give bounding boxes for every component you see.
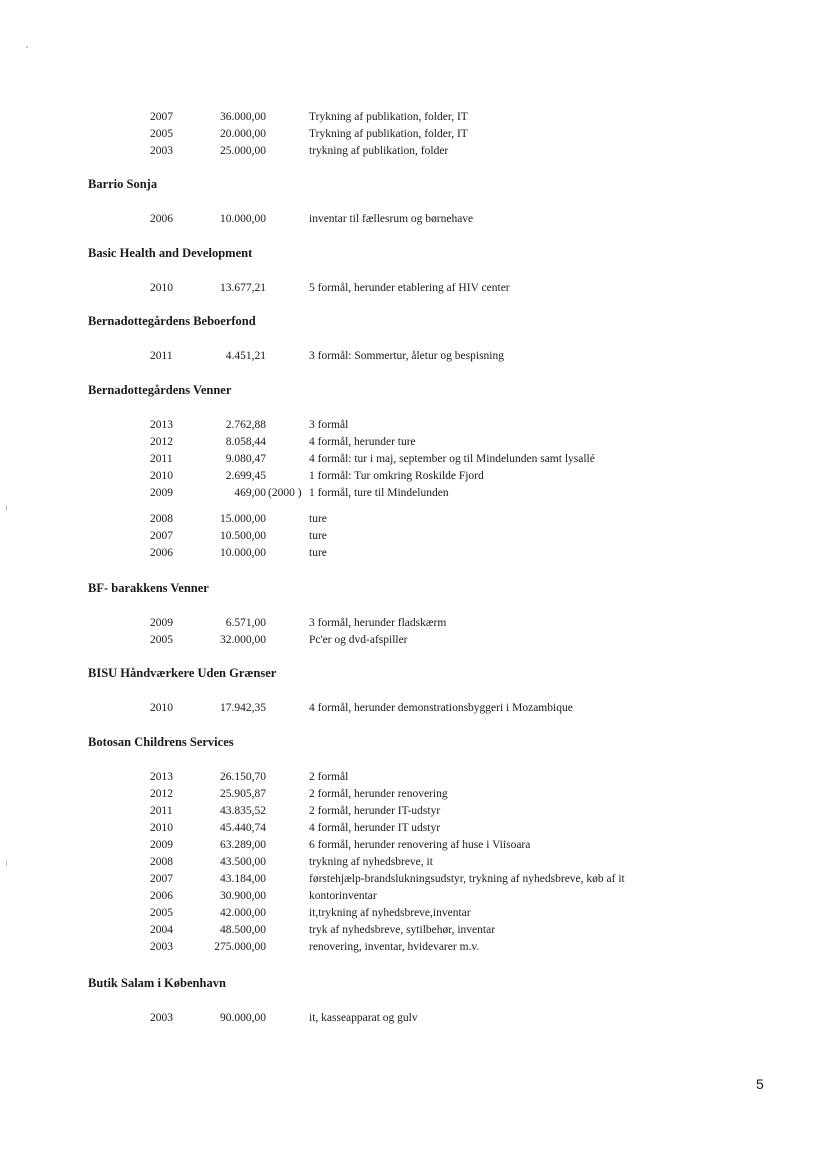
grant-amount: 10.000,00: [220, 213, 266, 225]
org-title: Bernadottegårdens Venner: [88, 383, 232, 397]
grant-description: 5 formål, herunder etablering af HIV center: [309, 282, 510, 294]
grant-description: trykning af publikation, folder: [309, 145, 449, 157]
org-entries: [0, 700, 825, 717]
grant-row: [0, 803, 825, 820]
grant-row: [0, 632, 825, 649]
grant-row: [0, 939, 825, 956]
grant-description: 2 formål, herunder renovering: [309, 788, 448, 800]
grant-description: førstehjælp-brandslukningsudstyr, trykning af nyhedsbreve, køb af it: [309, 873, 625, 885]
page-number: 5: [756, 1076, 764, 1092]
continued-entries: [0, 109, 825, 160]
grant-description: Pc'er og dvd-afspiller: [309, 634, 408, 646]
grant-amount: 275.000,00: [214, 941, 266, 953]
grant-year: 2010: [150, 822, 173, 834]
grant-row: [0, 143, 825, 160]
grant-row: [0, 700, 825, 717]
grant-year: 2008: [150, 513, 173, 525]
grant-amount: 2.762,88: [225, 419, 266, 431]
grant-description: it,trykning af nyhedsbreve,inventar: [309, 907, 471, 919]
org-entries: [0, 211, 825, 228]
grant-row: [0, 468, 825, 485]
grant-row: [0, 922, 825, 939]
org-entries: [0, 280, 825, 297]
grant-description: trykning af nyhedsbreve, it: [309, 856, 433, 868]
grant-year: 2012: [150, 788, 173, 800]
grant-description: 3 formål: [309, 419, 349, 431]
grant-amount-note: (2000 ): [268, 487, 302, 499]
org-title: Butik Salam i København: [88, 976, 226, 990]
grant-amount: 25.905,87: [220, 788, 266, 800]
grant-row: [0, 905, 825, 922]
grant-year: 2011: [150, 350, 173, 362]
org-title: Barrio Sonja: [88, 177, 158, 191]
grant-amount: 45.440,74: [220, 822, 266, 834]
grant-amount: 6.571,00: [225, 617, 266, 629]
grant-row: [0, 451, 825, 468]
grant-amount: 4.451,21: [225, 350, 266, 362]
grant-description: ture: [309, 513, 327, 525]
grant-amount: 17.942,35: [220, 702, 266, 714]
grant-amount: 9.080,47: [225, 453, 266, 465]
grant-amount: 25.000,00: [220, 145, 266, 157]
grant-amount: 30.900,00: [220, 890, 266, 902]
grant-description: 2 formål: [309, 771, 349, 783]
org-title: BISU Håndværkere Uden Grænser: [88, 666, 277, 680]
grant-year: 2007: [150, 873, 173, 885]
grant-description: 2 formål, herunder IT-udstyr: [309, 805, 441, 817]
grant-amount: 42.000,00: [220, 907, 266, 919]
grant-row: [0, 434, 825, 451]
grant-amount: 48.500,00: [220, 924, 266, 936]
grant-year: 2006: [150, 547, 173, 559]
grant-row: [0, 786, 825, 803]
grant-amount: 10.000,00: [220, 547, 266, 559]
grant-year: 2007: [150, 530, 173, 542]
grant-row: [0, 485, 825, 511]
grant-year: 2003: [150, 145, 173, 157]
grant-description: Trykning af publikation, folder, IT: [309, 128, 468, 140]
grant-amount: 2.699,45: [225, 470, 266, 482]
grant-row: [0, 126, 825, 143]
grant-year: 2006: [150, 213, 173, 225]
grant-row: [0, 837, 825, 854]
grant-year: 2010: [150, 282, 173, 294]
grant-description: tryk af nyhedsbreve, sytilbehør, inventar: [309, 924, 496, 936]
grant-row: [0, 211, 825, 228]
org-title: BF- barakkens Venner: [88, 581, 209, 595]
grant-amount: 10.500,00: [220, 530, 266, 542]
grant-amount: 43.184,00: [220, 873, 266, 885]
grant-year: 2010: [150, 702, 173, 714]
grant-amount: [190, 485, 302, 502]
grant-row: [0, 871, 825, 888]
grant-description: renovering, inventar, hvidevarer m.v.: [309, 941, 480, 953]
grant-description: 3 formål: Sommertur, åletur og bespisning: [309, 350, 505, 362]
org-entries: [0, 615, 825, 649]
grant-year: 2012: [150, 436, 173, 448]
grant-row: [0, 1010, 825, 1027]
grant-description: 4 formål, herunder demonstrationsbyggeri i Mozambique: [309, 702, 573, 714]
grant-amount: 90.000,00: [220, 1012, 266, 1024]
grant-description: 4 formål, herunder ture: [309, 436, 416, 448]
grant-description: 6 formål, herunder renovering af huse i Viisoara: [309, 839, 531, 851]
grant-row: [0, 820, 825, 837]
grant-row: [0, 348, 825, 365]
grant-row: [0, 280, 825, 297]
grant-year: 2005: [150, 634, 173, 646]
grant-amount: 15.000,00: [220, 513, 266, 525]
grant-row: [0, 545, 825, 562]
grant-row: [0, 511, 825, 528]
org-entries: [0, 769, 825, 956]
grant-year: 2013: [150, 771, 173, 783]
grant-year: 2005: [150, 128, 173, 140]
org-entries: [0, 417, 825, 562]
grant-year: 2009: [150, 839, 173, 851]
grant-amount: 26.150,70: [220, 771, 266, 783]
grant-row: [0, 528, 825, 545]
grant-row: [0, 109, 825, 126]
grant-amount: 13.677,21: [220, 282, 266, 294]
grant-amount-value: 469,00: [234, 487, 266, 499]
grant-year: 2004: [150, 924, 173, 936]
org-entries: [0, 1010, 825, 1027]
grant-description: kontorinventar: [309, 890, 377, 902]
grant-year: 2003: [150, 941, 173, 953]
grant-amount: 8.058,44: [225, 436, 266, 448]
grant-description: ture: [309, 547, 327, 559]
grant-amount: 32.000,00: [220, 634, 266, 646]
grant-year: 2007: [150, 111, 173, 123]
org-title: Bernadottegårdens Beboerfond: [88, 314, 256, 328]
grant-year: 2009: [150, 487, 173, 499]
grant-year: 2003: [150, 1012, 173, 1024]
grant-row: [0, 417, 825, 434]
org-title: Botosan Childrens Services: [88, 735, 234, 749]
grant-description: 4 formål, herunder IT udstyr: [309, 822, 441, 834]
grant-row: [0, 888, 825, 905]
grant-description: it, kasseapparat og gulv: [309, 1012, 418, 1024]
grant-amount: 43.500,00: [220, 856, 266, 868]
grant-year: 2008: [150, 856, 173, 868]
grant-description: inventar til fællesrum og børnehave: [309, 213, 474, 225]
grant-description: Trykning af publikation, folder, IT: [309, 111, 468, 123]
grant-row: [0, 615, 825, 632]
grant-row: [0, 769, 825, 786]
grant-year: 2011: [150, 453, 173, 465]
grant-year: 2011: [150, 805, 173, 817]
grant-description: ture: [309, 530, 327, 542]
grant-amount: 63.289,00: [220, 839, 266, 851]
grant-amount: 43.835,52: [220, 805, 266, 817]
grant-year: 2013: [150, 419, 173, 431]
org-title: Basic Health and Development: [88, 246, 253, 260]
scan-speck: [26, 46, 28, 48]
grant-year: 2009: [150, 617, 173, 629]
org-entries: [0, 348, 825, 365]
grant-amount: 36.000,00: [220, 111, 266, 123]
grant-year: 2006: [150, 890, 173, 902]
grant-amount: 20.000,00: [220, 128, 266, 140]
grant-description: 1 formål, ture til Mindelunden: [309, 487, 449, 499]
grant-description: 3 formål, herunder fladskærm: [309, 617, 447, 629]
grant-description: 4 formål: tur i maj, september og til Mindelunden samt lysallé: [309, 453, 595, 465]
grant-year: 2010: [150, 470, 173, 482]
grant-year: 2005: [150, 907, 173, 919]
grant-row: [0, 854, 825, 871]
grant-description: 1 formål: Tur omkring Roskilde Fjord: [309, 470, 484, 482]
